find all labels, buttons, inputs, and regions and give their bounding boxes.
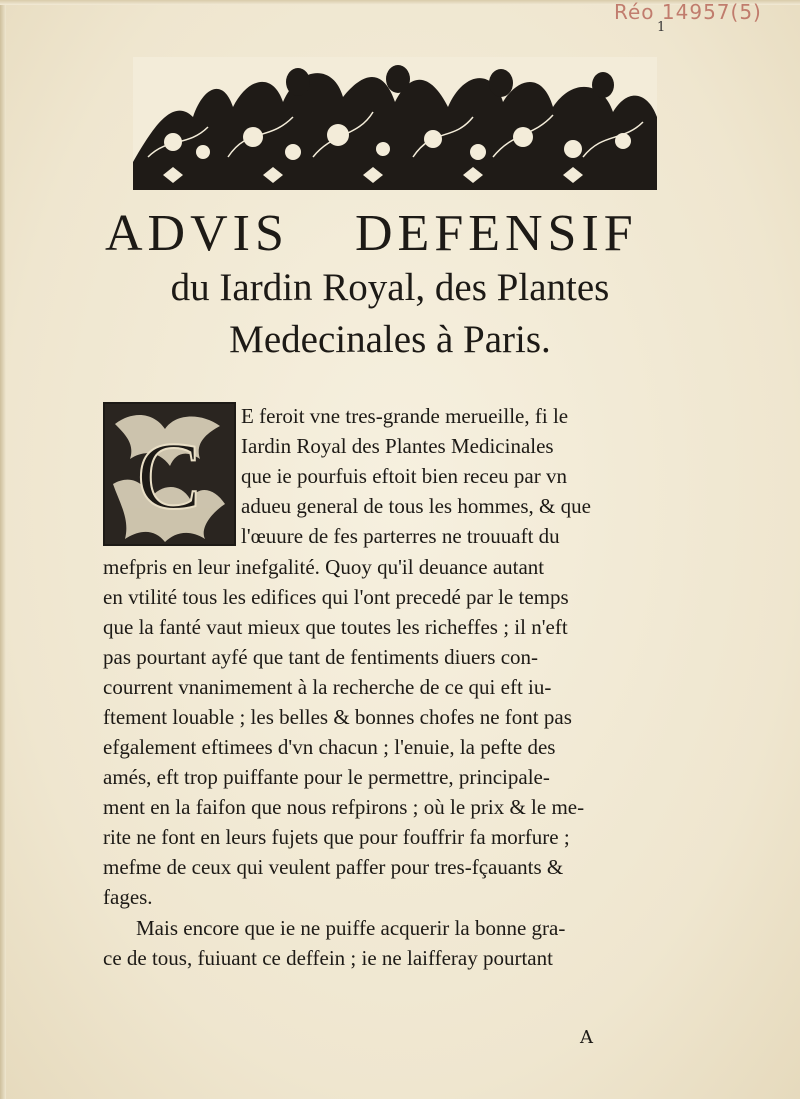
title-line-3: Medecinales à Paris. [229, 318, 551, 361]
body-line: que la fanté vaut mieux que toutes les richeffes ; il n'eft [103, 615, 568, 639]
title-line-2: du Iardin Royal, des Plantes [170, 266, 610, 309]
body-line: que ie pourfuis eftoit bien receu par vn [241, 464, 567, 488]
body-line: E feroit vne tres-grande merueille, fi le [241, 404, 569, 428]
signature-mark: A [580, 1027, 593, 1048]
body-line: amés, eft trop puiffante pour le permettre, principale- [103, 765, 550, 789]
body-line: mefme de ceux qui veulent paffer pour tres-fçauants & [103, 855, 564, 879]
body-line: Iardin Royal des Plantes Medicinales [241, 434, 554, 458]
body-line: mefpris en leur inefgalité. Quoy qu'il deuance autant [103, 555, 545, 579]
initial-letter: C [136, 422, 202, 529]
body-line: pas pourtant ayfé que tant de fentiments diuers con- [103, 645, 539, 669]
body-line: rite ne font en leurs fujets que pour fouffrir fa morfure ; [103, 825, 570, 849]
body-line: courrent vnanimement à la recherche de ce qui eft iu- [103, 675, 552, 699]
body-line: ce de tous, fuiuant ce deffein ; ie ne laifferay pourtant [103, 946, 553, 970]
page-edge-left [0, 0, 6, 1099]
page-number: 1 [657, 20, 666, 35]
title-word-defensif: DEFENSIF [355, 205, 638, 262]
body-line: fages. [103, 885, 153, 909]
body-line: ment en la faifon que nous refpirons ; où le prix & le me- [103, 795, 585, 819]
body-line: Mais encore que ie ne puiffe acquerir la bonne gra- [136, 916, 566, 940]
title-word-advis: ADVIS [105, 205, 289, 262]
decorated-initial-letter-icon [103, 402, 236, 546]
body-line: efgalement eftimees d'vn chacun ; l'enuie, la pefte des [103, 735, 556, 759]
body-line: adueu general de tous les hommes, & que [241, 494, 591, 518]
title-main [100, 206, 680, 262]
botanical-woodcut-ornament-icon [133, 57, 657, 190]
body-line: ftement louable ; les belles & bonnes chofes ne font pas [103, 705, 572, 729]
archive-shelfmark: Réo 14957(5) [614, 0, 762, 24]
body-line: l'œuure de fes parterres ne trouuaft du [241, 524, 560, 548]
body-line: en vtilité tous les edifices qui l'ont precedé par le temps [103, 585, 569, 609]
